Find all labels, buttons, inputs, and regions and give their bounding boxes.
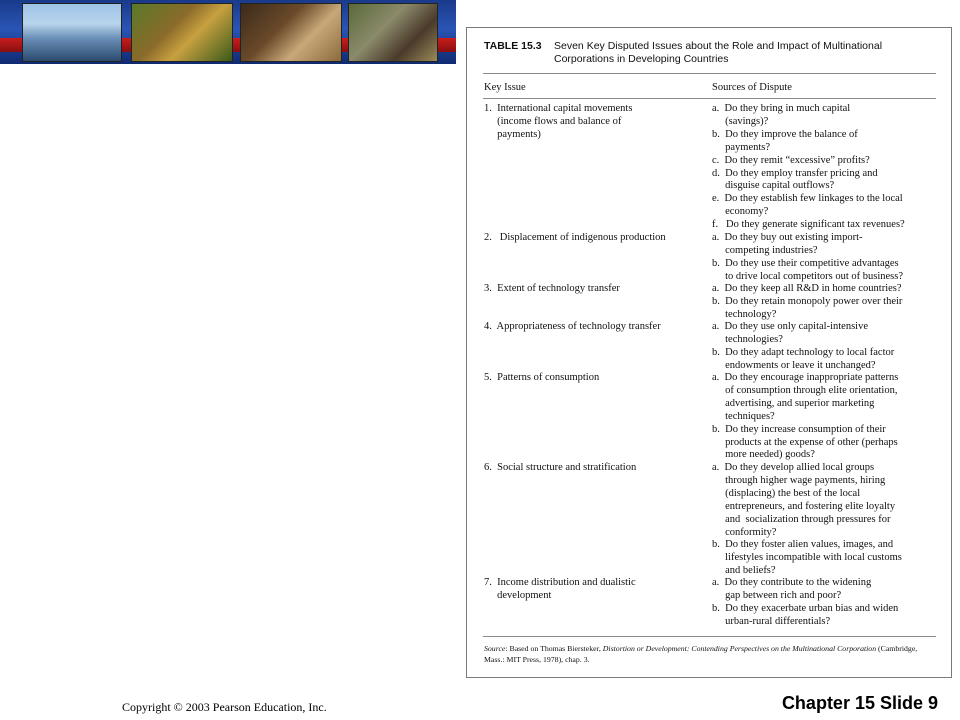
column-header-key-issue: Key Issue xyxy=(484,82,526,93)
dispute-questions-7: a. Do they contribute to the widening gap between rich and poor? b. Do they exacerbate urban bias and widen urban-rural differentials? xyxy=(712,577,899,627)
key-issue-2: 2. Displacement of indigenous production xyxy=(484,232,666,243)
source-suffix: (Cambridge, Mass.: MIT Press, 1978), chap. 3. xyxy=(484,644,918,664)
banner-photo-market xyxy=(131,3,233,62)
dispute-questions-2: a. Do they buy out existing import- competing industries? b. Do they use their competitive advantages to drive local competitors out of business? xyxy=(712,232,904,282)
dispute-questions-5: a. Do they encourage inappropriate patterns of consumption through elite orientation, advertising, and superior marketing techniques? b. Do they increase consumption of their products at the expense of other (perhaps more needed) goods? xyxy=(712,372,899,461)
source-book-title: Distortion or Development: Contending Perspectives on the Multinational Corporation xyxy=(602,644,877,653)
key-issue-5: 5. Patterns of consumption xyxy=(484,372,600,383)
slide-label: Chapter 15 Slide 9 xyxy=(781,693,938,713)
table-top-rule xyxy=(483,73,936,74)
banner-photo-harbor xyxy=(22,3,122,62)
table-title: Seven Key Disputed Issues about the Role and Impact of Multinational Corporations in Developing Countries xyxy=(554,40,883,65)
banner-photo-workers xyxy=(348,3,438,62)
header-banner xyxy=(0,0,456,64)
table-header-rule xyxy=(483,98,936,99)
column-header-sources: Sources of Dispute xyxy=(712,82,792,93)
source-label: Source xyxy=(484,644,506,653)
table-source-note xyxy=(484,643,934,665)
table-number: TABLE 15.3 xyxy=(484,40,542,52)
source-prefix: : Based on Thomas Biersteker, xyxy=(505,644,603,653)
copyright-notice: Copyright © 2003 Pearson Education, Inc. xyxy=(122,700,327,714)
dispute-questions-3: a. Do they keep all R&D in home countries? b. Do they retain monopoly power over their technology? xyxy=(712,283,903,320)
table-bottom-rule xyxy=(483,636,936,637)
key-issue-4: 4. Appropriateness of technology transfer xyxy=(484,321,661,332)
banner-photo-weaver xyxy=(240,3,342,62)
key-issue-1: 1. International capital movements (income flows and balance of payments) xyxy=(484,103,633,140)
key-issue-6: 6. Social structure and stratification xyxy=(484,462,637,473)
key-issue-7: 7. Income distribution and dualistic development xyxy=(484,577,636,601)
key-issue-3: 3. Extent of technology transfer xyxy=(484,283,620,294)
dispute-questions-6: a. Do they develop allied local groups through higher wage payments, hiring (displacing) the best of the local entrepreneurs, and fostering elite loyalty and socialization through pressures for conformity? b. Do they foster alien values, images, and lifestyles incompatible with local customs and beliefs? xyxy=(712,462,902,577)
dispute-questions-4: a. Do they use only capital-intensive technologies? b. Do they adapt technology to local factor endowments or leave it unchanged? xyxy=(712,321,895,371)
dispute-questions-1: a. Do they bring in much capital (savings)? b. Do they improve the balance of payments? c. Do they remit “excessive” profits? d. Do they employ transfer pricing and disguise capital outflows? e. Do they establish few linkages to the local economy? f. Do they generate significant tax revenues? xyxy=(712,103,905,231)
